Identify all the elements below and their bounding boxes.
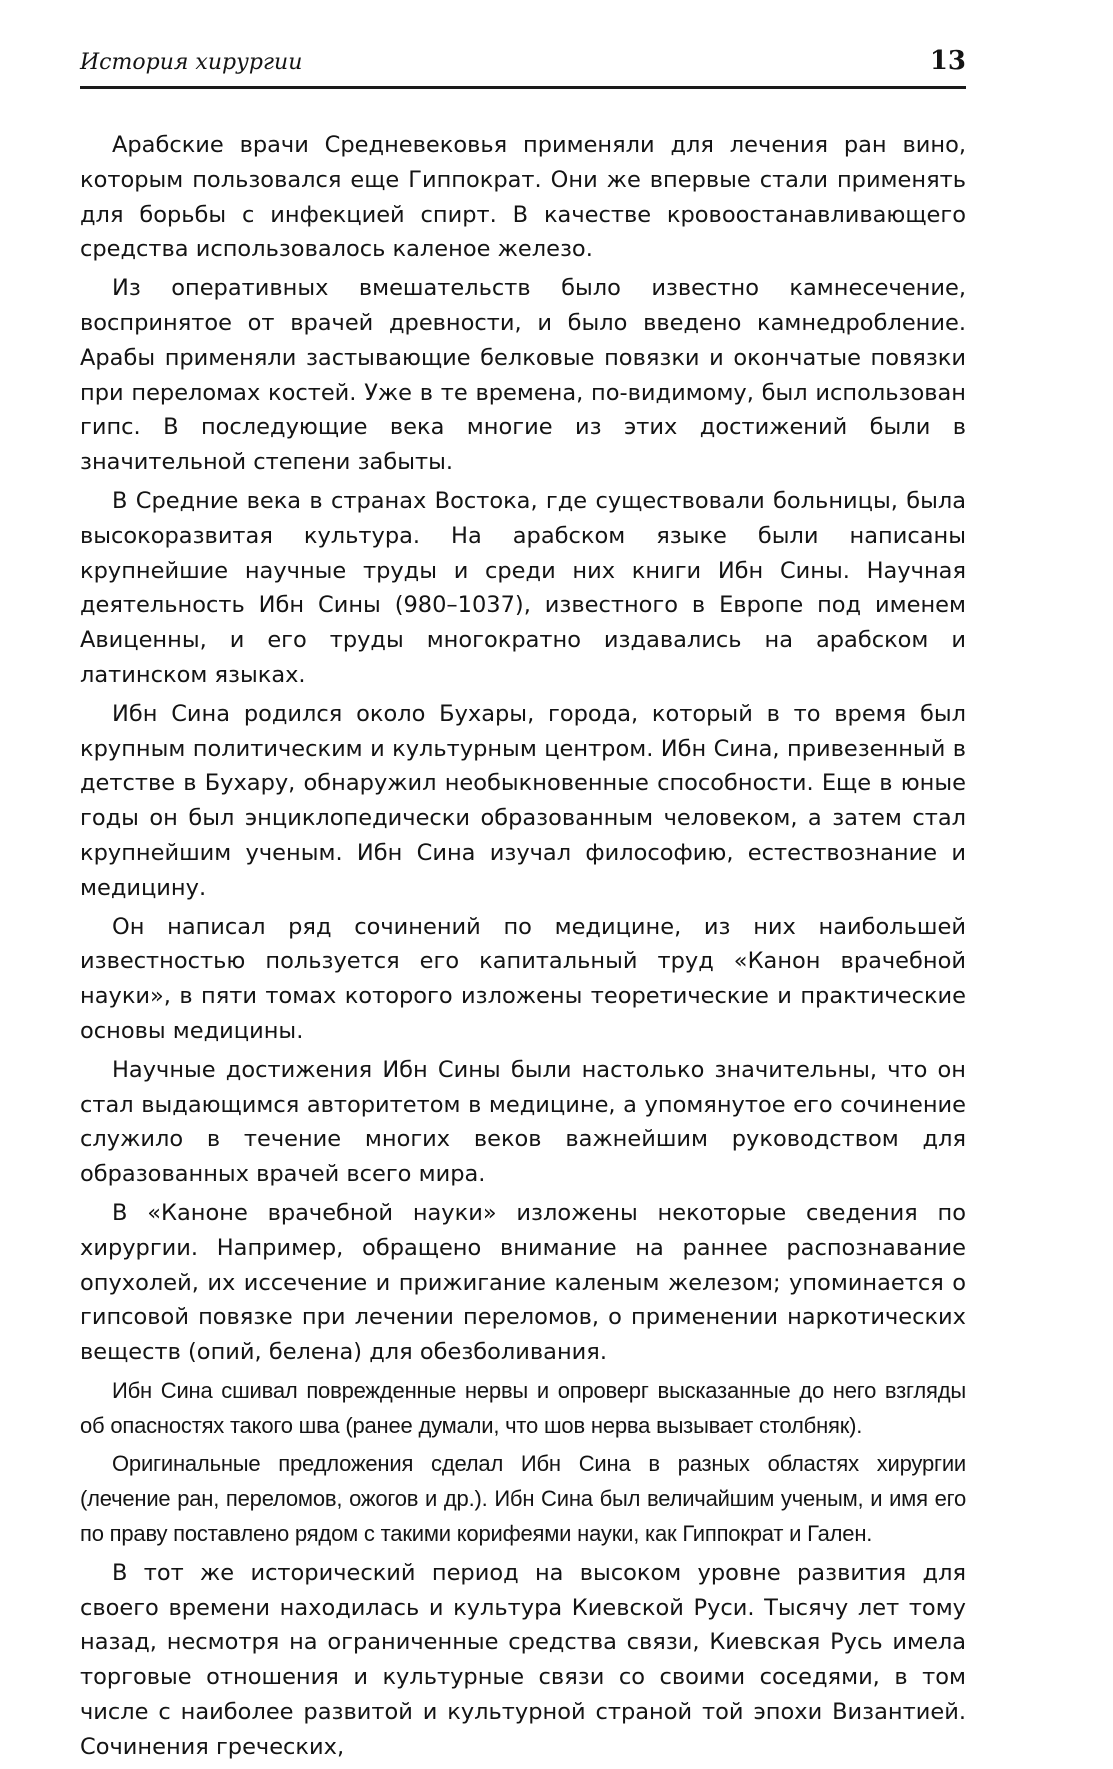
- paragraph: Ибн Сина родился около Бухары, города, который в то время был крупным политическим и культурным центром. Ибн Сина, привезенный в детстве в Бухару, обнаружил необыкновенные способности. Еще в юные годы он был энциклопедически образованным человеком, а затем стал крупнейшим ученым. Ибн Сина изучал философию, естествознание и медицину.: [80, 700, 966, 901]
- running-head: [80, 44, 966, 84]
- paragraph: В «Каноне врачебной науки» изложены некоторые сведения по хирургии. Например, обращено внимание на раннее распознавание опухолей, их иссечение и прижигание каленым железом; упоминается о гипсовой повязке при лечении переломов, о применении наркотических веществ (опий, белена) для обезболивания.: [80, 1199, 966, 1366]
- paragraph: Оригинальные предложения сделал Ибн Сина в разных областях хирургии (лечение ран, переломов, ожогов и др.). Ибн Сина был величайшим ученым, и имя его по праву поставлено рядом с такими корифеями науки, как Гиппократ и Гален.: [80, 1451, 966, 1547]
- paragraph: В тот же исторический период на высоком уровне развития для своего времени находилась и культура Киевской Руси. Тысячу лет тому назад, несмотря на ограниченные средства связи, Киевская Русь имела торговые отношения и культурные связи со своими соседями, в том числе с наиболее развитой и культурной страной той эпохи Византией. Сочинения греческих,: [80, 1559, 966, 1760]
- running-title: История хирургии: [80, 50, 303, 75]
- paragraph: Из оперативных вмешательств было известно камнесечение, воспринятое от врачей древности, и было введено камнедробление. Арабы применяли застывающие белковые повязки и окончатые повязки при переломах костей. Уже в те времена, по-видимому, был использован гипс. В последующие века многие из этих достижений были в значительной степени забыты.: [80, 275, 966, 476]
- paragraph: Арабские врачи Средневековья применяли для лечения ран вино, которым пользовался еще Гиппократ. Они же впервые стали применять для борьбы с инфекцией спирт. В качестве кровоостанавливающего средства использовалось каленое железо.: [80, 132, 966, 263]
- page-number: 13: [929, 46, 966, 76]
- paragraph: Он написал ряд сочинений по медицине, из них наибольшей известностью пользуется его капитальный труд «Канон врачебной науки», в пяти томах которого изложены теоретические и практические основы медицины.: [80, 913, 966, 1044]
- header-rule: [80, 86, 966, 89]
- paragraph: Научные достижения Ибн Сины были настолько значительны, что он стал выдающимся авторитетом в медицине, а упомянутое его сочинение служило в течение многих веков важнейшим руководством для образованных врачей всего мира.: [80, 1056, 966, 1188]
- paragraph: В Средние века в странах Востока, где существовали больницы, была высокоразвитая культура. На арабском языке были написаны крупнейшие научные труды и среди них книги Ибн Сины. Научная деятельность Ибн Сины (980–1037), известного в Европе под именем Авиценны, и его труды многократно издавались на арабском и латинском языках.: [80, 487, 966, 688]
- body-text: [80, 128, 966, 1769]
- paragraph: Ибн Сина сшивал поврежденные нервы и опроверг высказанные до него взгляды об опасностях такого шва (ранее думали, что шов нерва вызывает столбняк).: [80, 1377, 966, 1438]
